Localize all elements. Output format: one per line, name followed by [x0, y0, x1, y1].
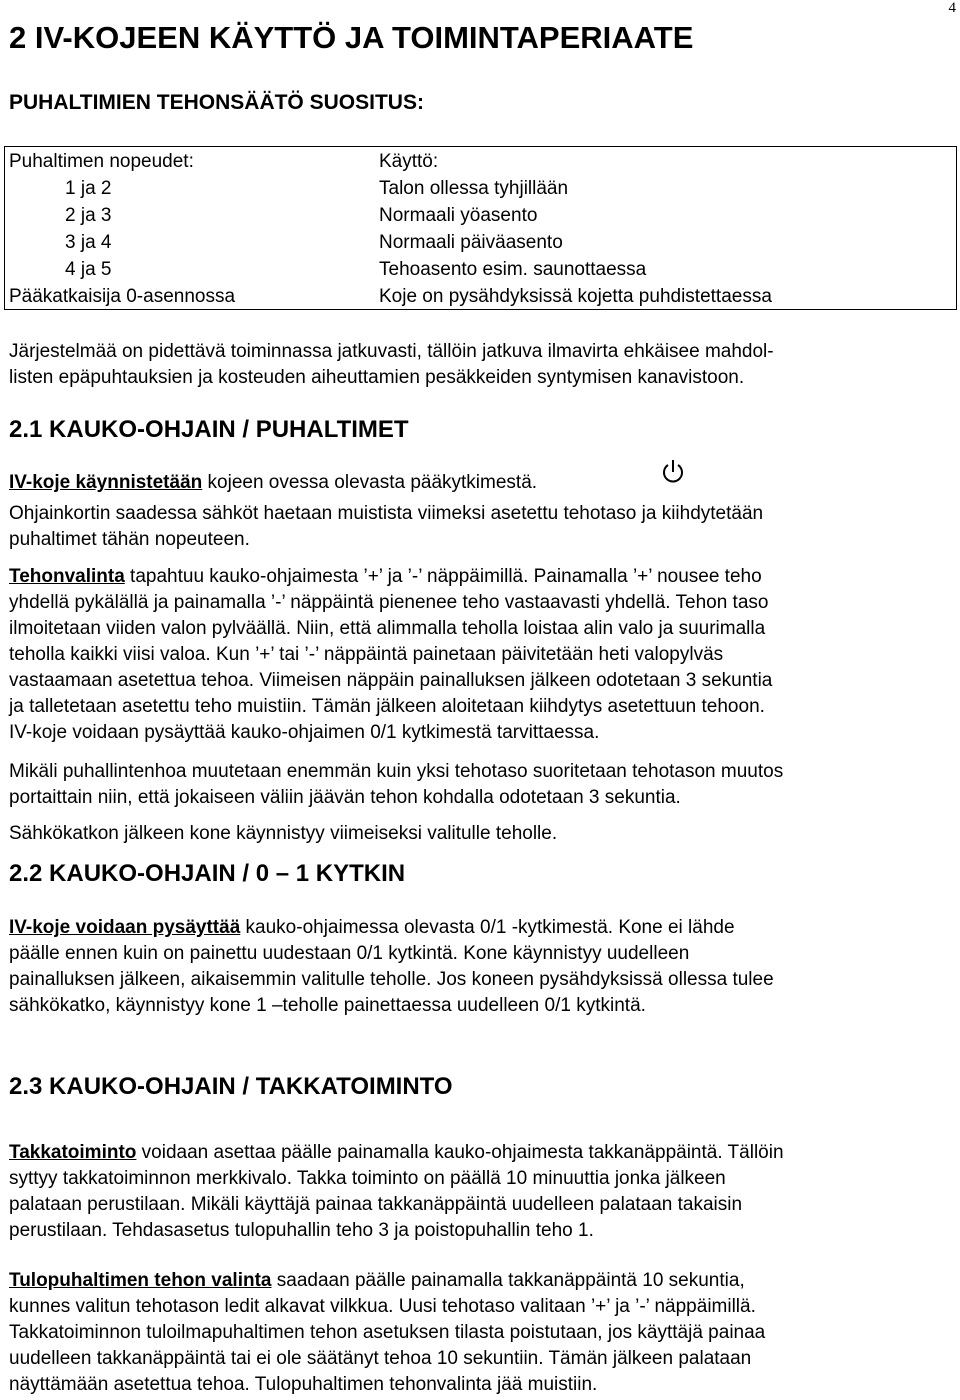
fan-speed-table [4, 146, 957, 310]
power-icon [660, 459, 686, 485]
speed-cell: 2 ja 3 [65, 205, 112, 226]
switch-paragraph: IV-koje voidaan pysäyttää kauko-ohjaimessa olevasta 0/1 -kytkimestä. Kone ei lähde päälle ennen kuin on painettu uudestaan 0/1 kytkintä. Kone käynnistyy uudelleen painalluksen jälkeen, aikaisemmin valitulle teholle. Jos koneen pysähdyksissä ollessa tulee sähkökatko, käynnistyy kone 1 –teholle painettaessa uudelleen 0/1 kytkintä. [9, 917, 774, 1016]
speed-cell: Pääkatkaisija 0-asennossa [9, 286, 236, 307]
intro-paragraph: Järjestelmää on pidettävä toiminnassa jatkuvasti, tällöin jatkuva ilmavirta ehkäisee mahdol- listen epäpuhtauksien ja kosteuden aiheuttamien pesäkkeiden syntymisen kanavistoon. [9, 341, 774, 388]
speed-cell: 1 ja 2 [65, 178, 112, 199]
table-row [5, 283, 956, 310]
memory-paragraph: Ohjainkortin saadessa sähköt haetaan muistista viimeksi asetettu tehotaso ja kiihdytetään puhaltimet tähän nopeuteen. [9, 503, 764, 550]
use-cell: Normaali päiväasento [379, 232, 563, 253]
power-outage-paragraph: Sähkökatkon jälkeen kone käynnistyy viimeiseksi valitulle teholle. [9, 823, 558, 844]
recommendation-heading: PUHALTIMIEN TEHONSÄÄTÖ SUOSITUS: [9, 91, 424, 114]
table-row [5, 148, 956, 175]
page-number: 4 [948, 0, 956, 16]
stepwise-change-paragraph: Mikäli puhallintenhoa muutetaan enemmän kuin yksi tehotaso suoritetaan tehotason muutos portaittain niin, että jokaiseen väliin jäävän tehon kohdalla odotetaan 3 sekuntia. [9, 761, 784, 808]
speed-cell: 4 ja 5 [65, 259, 112, 280]
use-cell: Talon ollessa tyhjillään [379, 178, 569, 199]
section-2-2-heading: 2.2 KAUKO-OHJAIN / 0 – 1 KYTKIN [9, 860, 406, 887]
power-selection-paragraph: Tehonvalinta tapahtuu kauko-ohjaimesta ’+’ ja ’-’ näppäimillä. Painamalla ’+’ nousee teho yhdellä pykälällä ja painamalla ’-’ näppäintä pienenee teho vastaavasti yhdellä. Tehon taso ilmoitetaan viiden valon pylväällä. Niin, että alimmalla teholla loistaa alin valo ja suurimalla teholla kaikki viisi valoa. Kun ’+’ tai ’-’ näppäintä painetaan päivitetään heti valopylväs vastaamaan asetettua tehoa. Viimeisen näppäin painalluksen jälkeen odotetaan 3 sekuntia ja talletetaan asetettu teho muistiin. Tämän jälkeen aloitetaan kiihdytys asetettuun tehoon. IV-koje voidaan pysäyttää kauko-ohjaimen 0/1 kytkimestä tarvittaessa. [9, 566, 773, 743]
table-row [5, 175, 956, 202]
section-2-3-heading: 2.3 KAUKO-OHJAIN / TAKKATOIMINTO [9, 1073, 453, 1100]
stop-term: IV-koje voidaan pysäyttää [9, 917, 241, 938]
power-on-term: IV-koje käynnistetään [9, 472, 203, 493]
speed-cell: 3 ja 4 [65, 232, 112, 253]
table-row [5, 229, 956, 256]
use-cell: Koje on pysähdyksissä kojetta puhdistettaessa [379, 286, 772, 307]
speed-cell: Puhaltimen nopeudet: [9, 151, 194, 172]
supply-fan-paragraph: Tulopuhaltimen tehon valinta saadaan päälle painamalla takkanäppäintä 10 sekuntia, kunnes valitun tehotason ledit alkavat vilkkua. Uusi tehotaso valitaan ’+’ ja ’-’ näppäimillä. Takkatoiminnon tuloilmapuhaltimen tehon asetuksen tilasta poistutaan, jos käyttäjä painaa uudelleen takkanäppäintä tai ei ole säätänyt tehoa 10 sekuntiin. Tämän jälkeen palataan näyttämään asetettua tehoa. Tulopuhaltimen tehonvalinta jää muistiin. [9, 1270, 766, 1395]
table-row [5, 202, 956, 229]
section-2-1-heading: 2.1 KAUKO-OHJAIN / PUHALTIMET [9, 416, 409, 443]
use-cell: Normaali yöasento [379, 205, 538, 226]
table-row [5, 256, 956, 283]
page-title: 2 IV-KOJEEN KÄYTTÖ JA TOIMINTAPERIAATE [9, 20, 694, 55]
fireplace-paragraph: Takkatoiminto voidaan asettaa päälle painamalla kauko-ohjaimesta takkanäppäintä. Tällöin syttyy takkatoiminnon merkkivalo. Takka toiminto on päällä 10 minuuttia jonka jälkeen palataan perustilaan. Mikäli käyttäjä painaa takkanäppäintä uudelleen palataan takaisin perustilaan. Tehdasasetus tulopuhallin teho 3 ja poistopuhallin teho 1. [9, 1142, 784, 1241]
supply-fan-term: Tulopuhaltimen tehon valinta [9, 1270, 272, 1291]
use-cell: Tehoasento esim. saunottaessa [379, 259, 647, 280]
power-on-paragraph: IV-koje käynnistetään kojeen ovessa olevasta pääkytkimestä. [9, 472, 538, 493]
fireplace-term: Takkatoiminto [9, 1142, 137, 1163]
power-selection-term: Tehonvalinta [9, 566, 125, 587]
use-cell: Käyttö: [379, 151, 439, 172]
